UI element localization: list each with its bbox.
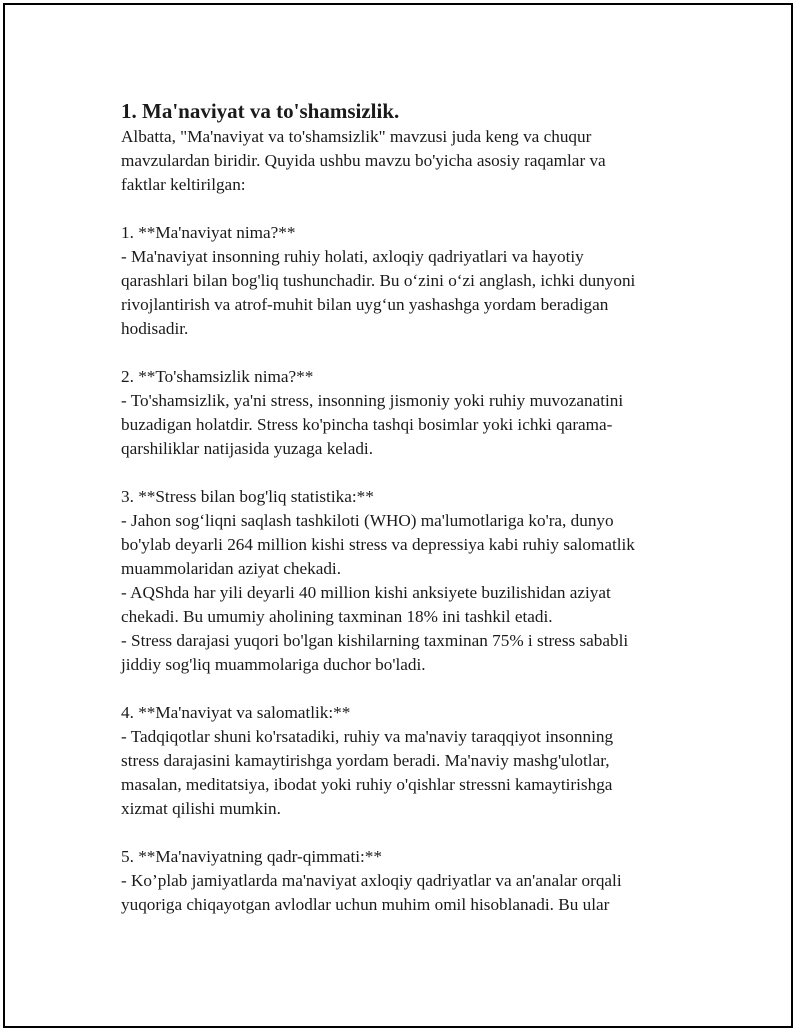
section-heading: 2. **To'shamsizlik nima?**	[121, 367, 314, 386]
section-3	[121, 485, 681, 677]
section-heading: 5. **Ma'naviyatning qadr-qimmati:**	[121, 847, 382, 866]
section-bullet: - Tadqiqotlar shuni ko'rsatadiki, ruhiy va ma'naviy taraqqiyot insonning stress darajasini kamaytirishga yordam beradi. Ma'naviy mashg'ulotlar, masalan, meditatsiya, ibodat yoki ruhiy o'qishlar stressni kamaytirishga xizmat qilishi mumkin.	[121, 727, 614, 818]
section-1	[121, 221, 681, 341]
section-4	[121, 701, 681, 821]
section-5	[121, 845, 681, 917]
section-bullet: - AQShda har yili deyarli 40 million kishi anksiyete buzilishidan aziyat chekadi. Bu umumiy aholining taxminan 18% ini tashkil etadi.	[121, 583, 611, 626]
section-2	[121, 365, 681, 461]
document-page	[3, 3, 793, 1028]
section-bullet: - Jahon sog‘liqni saqlash tashkiloti (WHO) ma'lumotlariga ko'ra, dunyo bo'ylab deyarli 264 million kishi stress va depressiya kabi ruhiy salomatlik muammolaridan aziyat chekadi.	[121, 511, 635, 578]
document-body	[121, 97, 681, 917]
section-bullet: - To'shamsizlik, ya'ni stress, insonning jismoniy yoki ruhiy muvozanatini buzadigan holatdir. Stress ko'pincha tashqi bosimlar yoki ichki qarama- qarshiliklar natijasida yuzaga keladi.	[121, 391, 624, 458]
section-heading: 4. **Ma'naviyat va salomatlik:**	[121, 703, 351, 722]
document-title: 1. Ma'naviyat va to'shamsizlik.	[121, 99, 400, 123]
section-heading: 3. **Stress bilan bog'liq statistika:**	[121, 487, 374, 506]
intro-paragraph: Albatta, "Ma'naviyat va to'shamsizlik" mavzusi juda keng va chuqur mavzulardan biridir. Quyida ushbu mavzu bo'yicha asosiy raqamlar va faktlar keltirilgan:	[121, 127, 606, 194]
section-bullet: - Ko’plab jamiyatlarda ma'naviyat axloqiy qadriyatlar va an'analar orqali yuqoriga chiqayotgan avlodlar uchun muhim omil hisoblanadi. Bu ular	[121, 871, 622, 914]
section-bullet: - Stress darajasi yuqori bo'lgan kishilarning taxminan 75% i stress sababli jiddiy sog'liq muammolariga duchor bo'ladi.	[121, 631, 629, 674]
section-bullet: - Ma'naviyat insonning ruhiy holati, axloqiy qadriyatlari va hayotiy qarashlari bilan bog'liq tushunchadir. Bu o‘zini o‘zi anglash, ichki dunyoni rivojlantirish va atrof-muhit bilan uyg‘un yashashga yordam beradigan hodisadir.	[121, 247, 636, 338]
section-heading: 1. **Ma'naviyat nima?**	[121, 223, 296, 242]
